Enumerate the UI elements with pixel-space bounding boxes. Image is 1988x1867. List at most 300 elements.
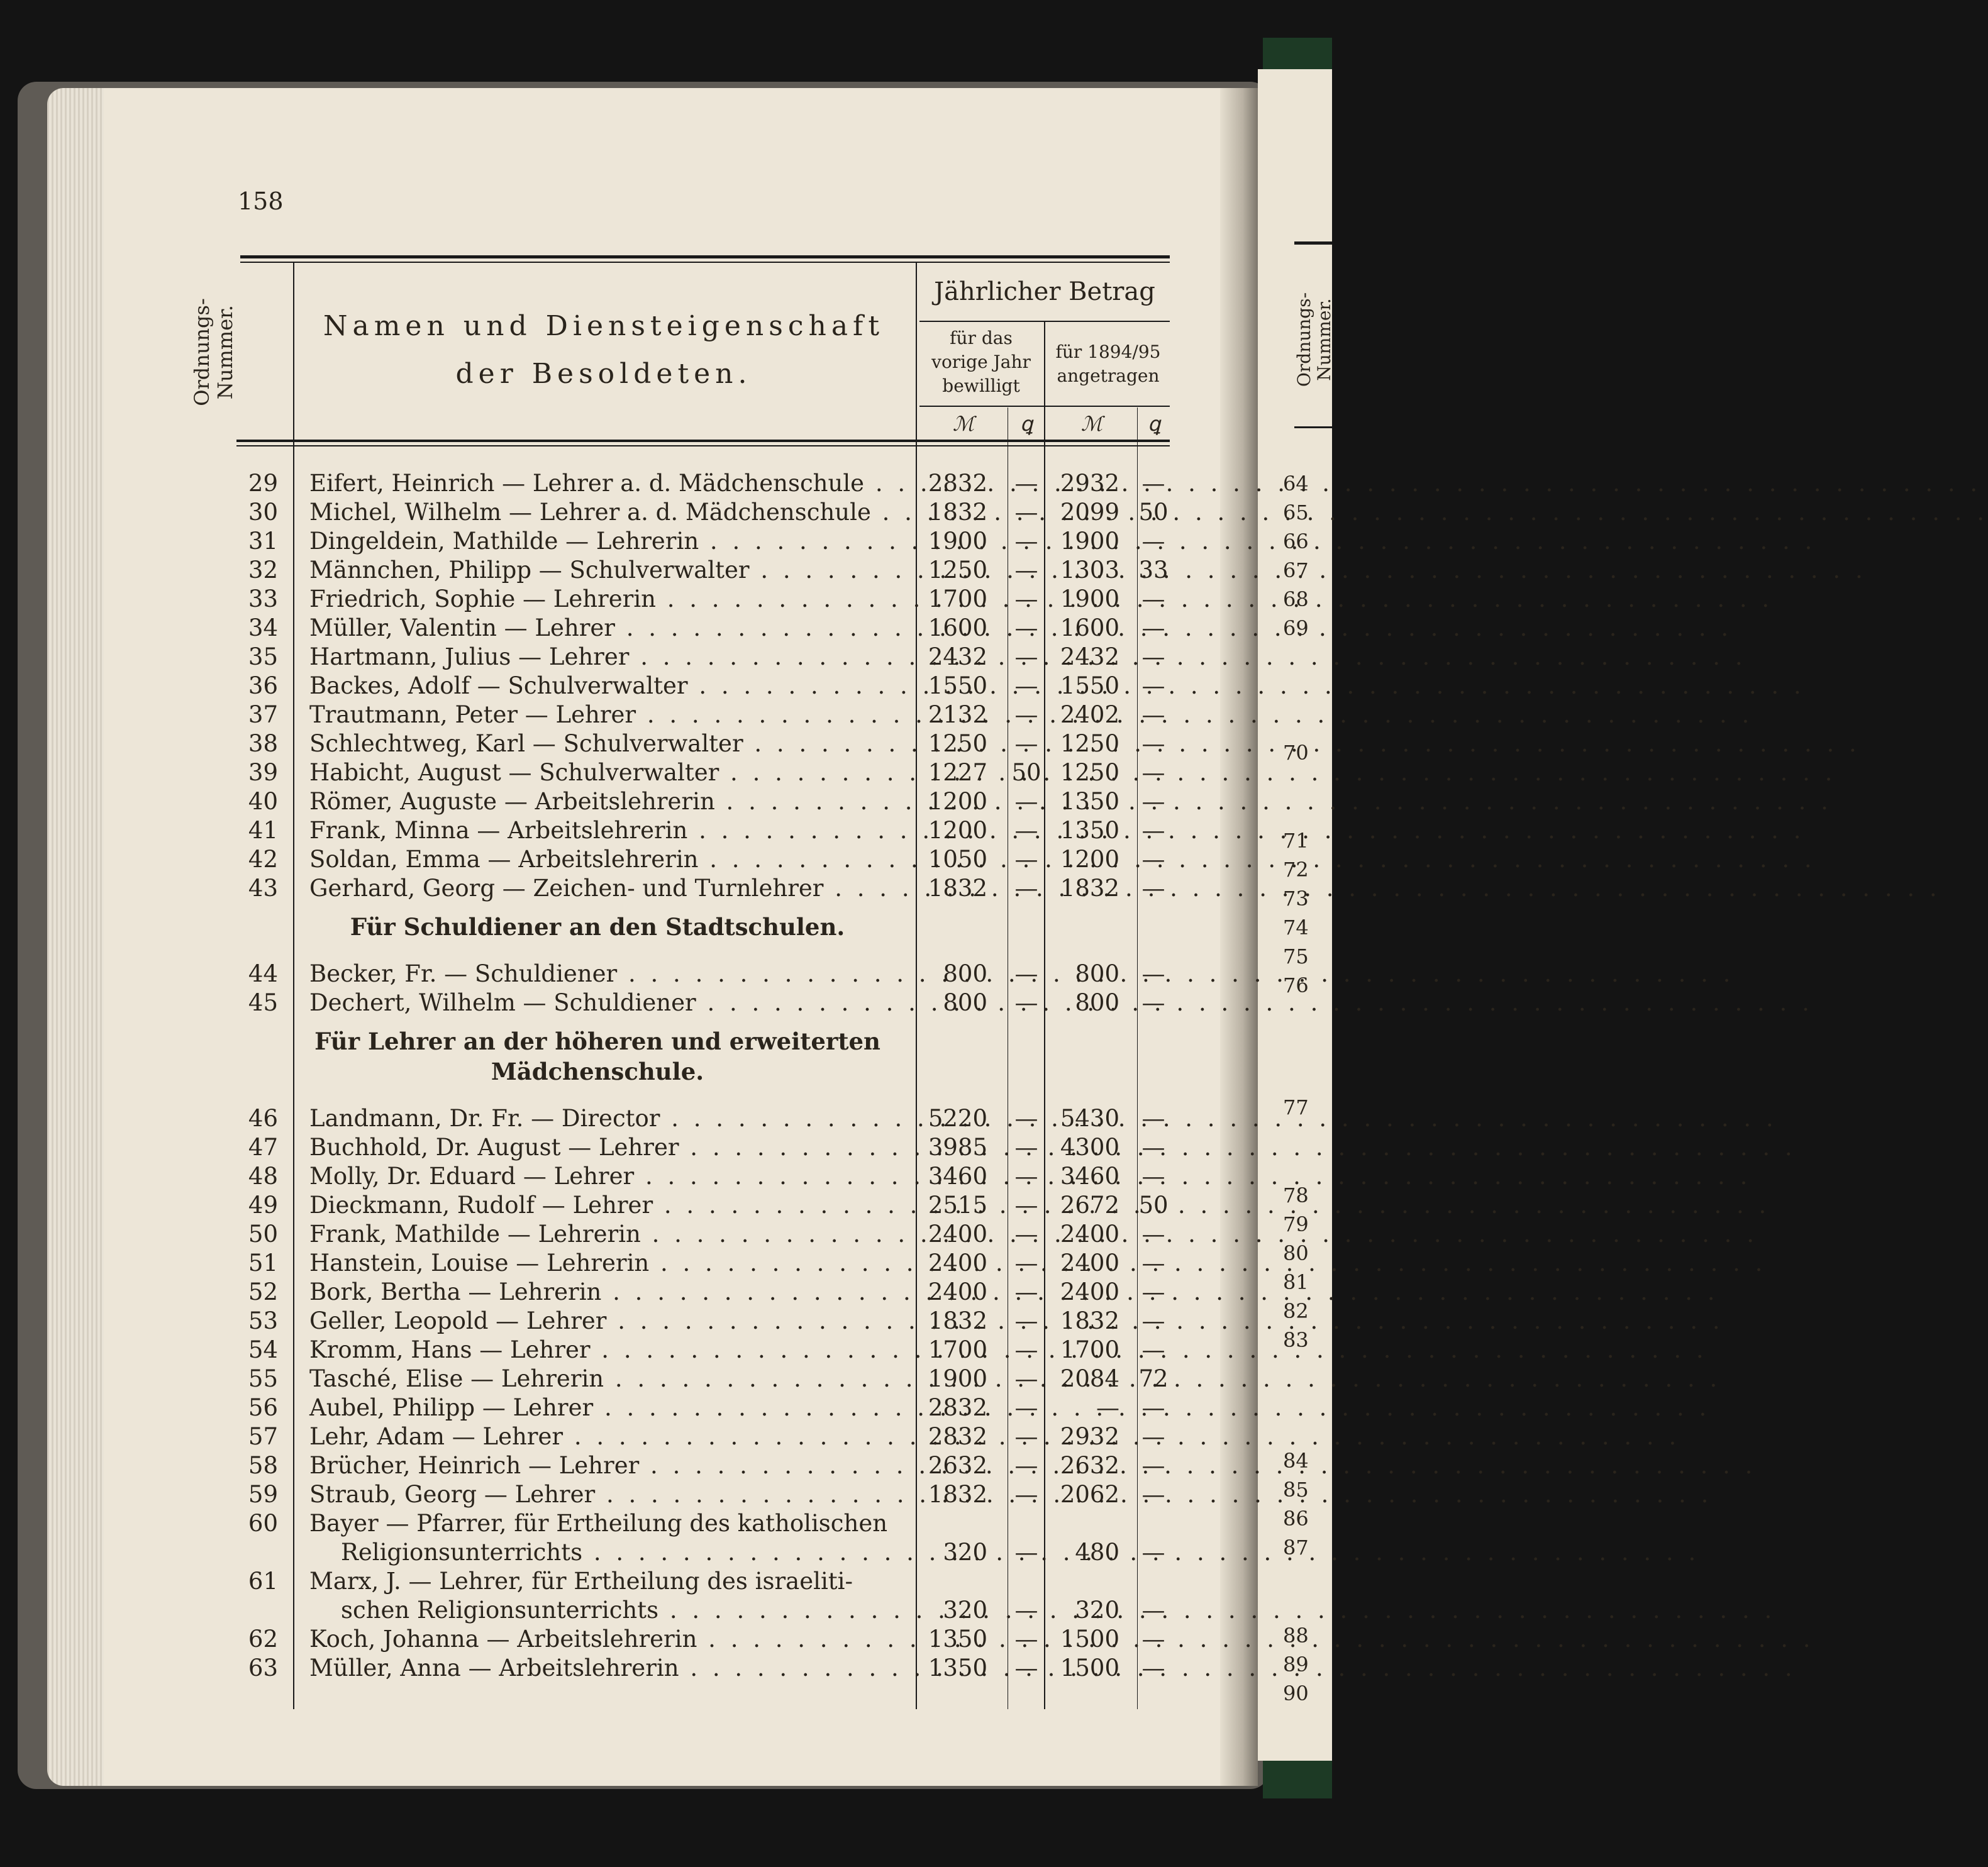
prev-mark-cell: 1250 [928, 730, 987, 757]
annual-amount-header: Jährlicher Betrag [934, 277, 1155, 306]
current-pfennig-cell: — [1141, 1134, 1165, 1161]
current-mark-cell: 1600 [1060, 614, 1119, 641]
current-year-line2: angetragen [1057, 365, 1160, 386]
prev-year-line2: vorige Jahr [931, 352, 1031, 372]
name-cell: Straub, Georg — Lehrer . . . [309, 1480, 901, 1509]
facing-order-number: 71 [1283, 829, 1309, 853]
prev-mark-cell: 1832 [928, 499, 987, 526]
prev-pfennig-cell: — [1014, 528, 1038, 555]
order-number: 40 [248, 788, 278, 815]
name-cell: Römer, Auguste — Arbeitslehrerin . . . [309, 787, 901, 816]
facing-order-number: 78 [1283, 1183, 1309, 1207]
current-mark-cell: 1832 [1060, 1307, 1119, 1334]
table-row [0, 1191, 1332, 1220]
prev-pfennig-cell: — [1014, 875, 1038, 902]
current-pfennig-cell: — [1141, 817, 1165, 844]
order-number: 61 [248, 1568, 278, 1595]
order-number: 57 [248, 1423, 278, 1450]
name-cell: Backes, Adolf — Schulverwalter . . . [309, 672, 901, 701]
table-row [0, 672, 1332, 701]
prev-mark-cell: 5220 [928, 1105, 987, 1132]
facing-order-number: 86 [1283, 1507, 1309, 1531]
current-pfennig-cell: — [1141, 1423, 1165, 1450]
name-cell: Koch, Johanna — Arbeitslehrerin . . . [309, 1625, 901, 1654]
prev-pfennig-cell: — [1014, 1654, 1038, 1681]
table-row [0, 1451, 1332, 1480]
current-pfennig-cell: 33 [1138, 557, 1169, 584]
prev-pfennig-cell: — [1014, 1105, 1038, 1132]
name-cell: Marx, J. — Lehrer, für Ertheilung des israeliti- [309, 1568, 853, 1595]
table-row [0, 758, 1332, 787]
current-mark-cell: 1250 [1060, 759, 1119, 786]
mark-unit-prev: ℳ [952, 412, 975, 436]
table-row [0, 614, 1332, 643]
current-mark-cell: 2400 [1060, 1278, 1119, 1305]
order-number: 51 [248, 1249, 278, 1277]
prev-mark-cell: 3460 [928, 1163, 987, 1190]
current-pfennig-cell: — [1141, 1163, 1165, 1190]
name-cell: Hartmann, Julius — Lehrer . . . [309, 643, 901, 672]
prev-mark-cell: 1350 [928, 1626, 987, 1653]
current-pfennig-cell: — [1141, 672, 1165, 699]
order-number: 63 [248, 1654, 278, 1681]
header-bottom-rule-thick [236, 440, 1170, 442]
prev-pfennig-cell: — [1014, 1278, 1038, 1305]
prev-mark-cell: 2832 [928, 1394, 987, 1421]
prev-mark-cell: 1550 [928, 672, 987, 699]
facing-header-rule [1294, 426, 1332, 428]
section-heading [296, 912, 899, 942]
table-row [0, 1480, 1332, 1509]
prev-pfennig-cell: — [1014, 470, 1038, 497]
table-row [0, 816, 1332, 845]
prev-mark-cell: 1900 [928, 528, 987, 555]
name-cell: Molly, Dr. Eduard — Lehrer . . . [309, 1162, 901, 1191]
table-row [0, 701, 1332, 729]
table-row [0, 1104, 1332, 1133]
order-number: 36 [248, 672, 278, 699]
name-cell: Friedrich, Sophie — Lehrerin . . . [309, 585, 901, 614]
name-cell: Dechert, Wilhelm — Schuldiener . . . [309, 989, 901, 1017]
current-pfennig-cell: — [1141, 759, 1165, 786]
facing-top-rule [1294, 241, 1332, 245]
order-number: 47 [248, 1134, 278, 1161]
prev-mark-cell: 320 [943, 1597, 987, 1624]
table-row [0, 1654, 1332, 1683]
order-number: 33 [248, 585, 278, 612]
current-pfennig-cell: — [1141, 960, 1165, 987]
name-cell: Bayer — Pfarrer, für Ertheilung des katholischen [309, 1510, 888, 1537]
name-cell: Dieckmann, Rudolf — Lehrer . . . [309, 1191, 901, 1220]
current-pfennig-cell: — [1141, 788, 1165, 815]
current-pfennig-cell: — [1141, 585, 1165, 612]
order-number: 32 [248, 557, 278, 584]
current-mark-cell: 320 [1075, 1597, 1119, 1624]
prev-pfennig-cell: — [1014, 1307, 1038, 1334]
table-row [0, 556, 1332, 585]
prev-mark-cell: 1700 [928, 585, 987, 612]
table-row [0, 585, 1332, 614]
table-row [0, 1509, 1332, 1538]
order-number: 58 [248, 1452, 278, 1479]
name-cell: Dingeldein, Mathilde — Lehrerin . . . [309, 527, 901, 556]
facing-order-number: 85 [1283, 1478, 1309, 1502]
current-year-line1: für 1894/95 [1055, 341, 1161, 362]
name-cell: Tasché, Elise — Lehrerin . . . [309, 1365, 901, 1393]
table-row [0, 787, 1332, 816]
prev-mark-cell: 1200 [928, 817, 987, 844]
name-cell: Geller, Leopold — Lehrer . . . [309, 1307, 901, 1336]
prev-mark-cell: 800 [943, 989, 987, 1016]
facing-order-number: 79 [1283, 1212, 1309, 1236]
prev-pfennig-cell: — [1014, 701, 1038, 728]
prev-mark-cell: 2632 [928, 1452, 987, 1479]
prev-mark-cell: 1832 [928, 1307, 987, 1334]
table-row [0, 874, 1332, 903]
order-number: 31 [248, 528, 278, 555]
current-mark-cell: 1350 [1060, 817, 1119, 844]
table-row [0, 469, 1332, 498]
prev-mark-cell: 1200 [928, 788, 987, 815]
table-row [0, 1133, 1332, 1162]
prev-mark-cell: 1832 [928, 1481, 987, 1508]
current-mark-cell: 1900 [1060, 585, 1119, 612]
top-rule-thin [240, 262, 1170, 263]
prev-mark-cell: 3985 [928, 1134, 987, 1161]
facing-order-number: 69 [1283, 616, 1309, 640]
facing-order-number: 90 [1283, 1681, 1309, 1705]
names-header-line2: der Besoldeten. [455, 358, 752, 390]
prev-pfennig-cell: — [1014, 1365, 1038, 1392]
current-mark-cell: 2632 [1060, 1452, 1119, 1479]
facing-order-number: 65 [1283, 501, 1309, 524]
order-number: 29 [248, 470, 278, 497]
facing-order-number: 74 [1283, 916, 1309, 939]
facing-order-number: 81 [1283, 1270, 1309, 1294]
current-mark-cell: 1832 [1060, 875, 1119, 902]
table-row [0, 1538, 1332, 1567]
prev-mark-cell: 2515 [928, 1192, 987, 1219]
prev-mark-cell: 1700 [928, 1336, 987, 1363]
order-number: 45 [248, 989, 278, 1016]
name-cell: Michel, Wilhelm — Lehrer a. d. Mädchenschule . . . [309, 498, 901, 527]
name-cell: Gerhard, Georg — Zeichen- und Turnlehrer . . . [309, 874, 901, 903]
prev-pfennig-cell: — [1014, 1336, 1038, 1363]
prev-mark-cell: 1250 [928, 557, 987, 584]
facing-order-number: 66 [1283, 529, 1309, 553]
prev-pfennig-cell: — [1014, 499, 1038, 526]
current-mark-cell: 2932 [1060, 470, 1119, 497]
prev-mark-cell: 2400 [928, 1249, 987, 1277]
current-mark-cell: 1500 [1060, 1654, 1119, 1681]
name-cell: Schlechtweg, Karl — Schulverwalter . . . [309, 729, 901, 758]
order-number: 42 [248, 846, 278, 873]
prev-mark-cell: 1832 [928, 875, 987, 902]
order-number: 43 [248, 875, 278, 902]
current-pfennig-cell: — [1141, 1654, 1165, 1681]
current-pfennig-cell: — [1141, 1249, 1165, 1277]
section-heading-line: Für Schuldiener an den Stadtschulen. [350, 913, 845, 941]
table-row [0, 1307, 1332, 1336]
current-pfennig-cell: — [1141, 1221, 1165, 1248]
current-mark-cell: 1700 [1060, 1336, 1119, 1363]
prev-pfennig-cell: — [1014, 960, 1038, 987]
current-mark-cell: 2932 [1060, 1423, 1119, 1450]
order-number: 48 [248, 1163, 278, 1190]
current-mark-cell: 2400 [1060, 1221, 1119, 1248]
current-mark-cell: 1900 [1060, 528, 1119, 555]
table-row [0, 1336, 1332, 1365]
prev-pfennig-cell: — [1014, 1163, 1038, 1190]
prev-mark-cell: 320 [943, 1539, 987, 1566]
current-pfennig-cell: 50 [1138, 1192, 1169, 1219]
prev-year-line1: für das [950, 328, 1013, 348]
prev-pfennig-cell: — [1014, 1134, 1038, 1161]
current-pfennig-cell: — [1141, 1307, 1165, 1334]
name-cell: Habicht, August — Schulverwalter . . . [309, 758, 901, 787]
name-cell: Brücher, Heinrich — Lehrer . . . [309, 1451, 901, 1480]
prev-pfennig-cell: — [1014, 1249, 1038, 1277]
current-pfennig-cell: — [1141, 1481, 1165, 1508]
facing-order-number: 77 [1283, 1095, 1309, 1119]
facing-order-number: 73 [1283, 887, 1309, 911]
prev-pfennig-cell: — [1014, 614, 1038, 641]
current-pfennig-cell: — [1141, 643, 1165, 670]
pfennig-unit-current: ꝗ [1147, 412, 1161, 436]
current-mark-cell: 2672 [1060, 1192, 1119, 1219]
table-row [0, 1220, 1332, 1249]
current-mark-cell: 3460 [1060, 1163, 1119, 1190]
current-mark-cell: 480 [1075, 1539, 1119, 1566]
prev-pfennig-cell: — [1014, 1192, 1038, 1219]
current-mark-cell: 2402 [1060, 701, 1119, 728]
current-mark-cell: 5430 [1060, 1105, 1119, 1132]
order-number: 41 [248, 817, 278, 844]
name-cell: schen Religionsunterrichts . . . [341, 1596, 932, 1625]
section-heading-line: Mädchenschule. [491, 1058, 704, 1085]
facing-order-number: 76 [1283, 973, 1309, 997]
prev-pfennig-cell: — [1014, 1539, 1038, 1566]
current-mark-cell: 1500 [1060, 1626, 1119, 1653]
order-number-header: Ordnungs- Nummer. [190, 298, 237, 406]
current-pfennig-cell: — [1141, 1452, 1165, 1479]
prev-pfennig-cell: — [1014, 817, 1038, 844]
name-cell: Kromm, Hans — Lehrer . . . [309, 1336, 901, 1365]
prev-mark-cell: 1050 [928, 846, 987, 873]
prev-pfennig-cell: — [1014, 989, 1038, 1016]
name-cell: Eifert, Heinrich — Lehrer a. d. Mädchenschule . . . [309, 469, 901, 498]
table-row [0, 1365, 1332, 1393]
order-number: 46 [248, 1105, 278, 1132]
table-row [0, 1567, 1332, 1596]
pfennig-unit-prev: ꝗ [1019, 412, 1033, 436]
table-row [0, 989, 1332, 1017]
prev-mark-cell: 1600 [928, 614, 987, 641]
order-number: 55 [248, 1365, 278, 1392]
current-pfennig-cell: — [1141, 701, 1165, 728]
section-heading-line: Für Lehrer an der höheren und erweiterten [314, 1028, 880, 1055]
order-number: 35 [248, 643, 278, 670]
prev-pfennig-cell: — [1014, 730, 1038, 757]
name-cell: Müller, Valentin — Lehrer . . . [309, 614, 901, 643]
table-row [0, 729, 1332, 758]
table-row [0, 1249, 1332, 1278]
prev-mark-cell: 2832 [928, 470, 987, 497]
current-pfennig-cell: 72 [1138, 1365, 1169, 1392]
current-mark-cell: 1200 [1060, 846, 1119, 873]
name-cell: Frank, Minna — Arbeitslehrerin . . . [309, 816, 901, 845]
order-number: 53 [248, 1307, 278, 1334]
current-mark-cell: 4300 [1060, 1134, 1119, 1161]
current-pfennig-cell: — [1141, 1394, 1165, 1421]
prev-pfennig-cell: — [1014, 1394, 1038, 1421]
current-mark-cell: 800 [1075, 989, 1119, 1016]
order-number: 30 [248, 499, 278, 526]
name-cell: Männchen, Philipp — Schulverwalter . . . [309, 556, 901, 585]
current-pfennig-cell: — [1141, 989, 1165, 1016]
table-row [0, 1422, 1332, 1451]
current-mark-cell: 2432 [1060, 643, 1119, 670]
current-pfennig-cell: — [1141, 614, 1165, 641]
facing-order-number: 75 [1283, 945, 1309, 968]
facing-order-number: 64 [1283, 472, 1309, 496]
current-pfennig-cell: 50 [1138, 499, 1169, 526]
name-cell: Bork, Bertha — Lehrerin . . . [309, 1278, 901, 1307]
name-cell: Trautmann, Peter — Lehrer . . . [309, 701, 901, 729]
facing-order-number: 89 [1283, 1653, 1309, 1676]
prev-pfennig-cell: 50 [1011, 759, 1041, 786]
facing-order-number: 87 [1283, 1536, 1309, 1560]
name-cell: Hanstein, Louise — Lehrerin . . . [309, 1249, 901, 1278]
current-mark-cell: 1250 [1060, 730, 1119, 757]
table-row [0, 1162, 1332, 1191]
facing-order-number: 72 [1283, 858, 1309, 882]
prev-mark-cell: 800 [943, 960, 987, 987]
facing-order-number: 80 [1283, 1241, 1309, 1265]
name-cell: Soldan, Emma — Arbeitslehrerin . . . [309, 845, 901, 874]
order-number: 60 [248, 1510, 278, 1537]
prev-pfennig-cell: — [1014, 672, 1038, 699]
table-row [0, 643, 1332, 672]
page-number: 158 [238, 187, 284, 215]
name-cell: Frank, Mathilde — Lehrerin . . . [309, 1220, 901, 1249]
table-row [0, 498, 1332, 527]
table-row [0, 527, 1332, 556]
prev-pfennig-cell: — [1014, 1597, 1038, 1624]
current-mark-cell: 800 [1075, 960, 1119, 987]
order-number: 52 [248, 1278, 278, 1305]
current-pfennig-cell: — [1141, 528, 1165, 555]
prev-mark-cell: 2132 [928, 701, 987, 728]
table-row [0, 1596, 1332, 1625]
current-mark-cell: — [1096, 1394, 1119, 1421]
name-cell: Religionsunterrichts . . . [341, 1538, 932, 1567]
order-number: 62 [248, 1626, 278, 1653]
current-pfennig-cell: — [1141, 1105, 1165, 1132]
table-row [0, 1625, 1332, 1654]
current-mark-cell: 1350 [1060, 788, 1119, 815]
table-row [0, 845, 1332, 874]
current-pfennig-cell: — [1141, 470, 1165, 497]
facing-order-header: Ordnungs- Nummer. [1293, 292, 1335, 387]
facing-order-number: 82 [1283, 1299, 1309, 1323]
current-pfennig-cell: — [1141, 846, 1165, 873]
prev-pfennig-cell: — [1014, 557, 1038, 584]
prev-pfennig-cell: — [1014, 1626, 1038, 1653]
facing-order-number: 68 [1283, 587, 1309, 611]
current-mark-cell: 2062 [1060, 1481, 1119, 1508]
top-rule-thick [240, 255, 1170, 258]
current-pfennig-cell: — [1141, 1597, 1165, 1624]
facing-order-number: 83 [1283, 1328, 1309, 1352]
order-number: 49 [248, 1192, 278, 1219]
prev-mark-cell: 2832 [928, 1423, 987, 1450]
prev-pfennig-cell: — [1014, 1452, 1038, 1479]
order-number: 37 [248, 701, 278, 728]
table-row [0, 1278, 1332, 1307]
prev-mark-cell: 2432 [928, 643, 987, 670]
prev-pfennig-cell: — [1014, 585, 1038, 612]
order-number: 38 [248, 730, 278, 757]
prev-mark-cell: 1227 [928, 759, 987, 786]
order-number: 59 [248, 1481, 278, 1508]
table-row [0, 1393, 1332, 1422]
name-cell: Buchhold, Dr. August — Lehrer . . . [309, 1133, 901, 1162]
mark-unit-current: ℳ [1080, 412, 1103, 436]
header-bottom-rule-thin [236, 445, 1170, 446]
prev-pfennig-cell: — [1014, 788, 1038, 815]
order-number: 34 [248, 614, 278, 641]
section-heading [296, 1026, 899, 1087]
facing-order-number: 88 [1283, 1624, 1309, 1648]
current-pfennig-cell: — [1141, 875, 1165, 902]
prev-mark-cell: 1350 [928, 1654, 987, 1681]
prev-mark-cell: 2400 [928, 1278, 987, 1305]
current-mark-cell: 2084 [1060, 1365, 1119, 1392]
prev-year-line3: bewilligt [942, 375, 1020, 396]
order-number: 56 [248, 1394, 278, 1421]
facing-order-number: 70 [1283, 741, 1309, 765]
current-pfennig-cell: — [1141, 1278, 1165, 1305]
current-mark-cell: 1550 [1060, 672, 1119, 699]
current-pfennig-cell: — [1141, 1539, 1165, 1566]
table-row [0, 960, 1332, 989]
prev-pfennig-cell: — [1014, 846, 1038, 873]
name-cell: Becker, Fr. — Schuldiener . . . [309, 960, 901, 989]
prev-pfennig-cell: — [1014, 643, 1038, 670]
prev-pfennig-cell: — [1014, 1221, 1038, 1248]
prev-mark-cell: 2400 [928, 1221, 987, 1248]
current-pfennig-cell: — [1141, 1336, 1165, 1363]
current-mark-cell: 1303 [1060, 557, 1119, 584]
names-header-line1: Namen und Diensteigenschaft [323, 310, 885, 342]
prev-mark-cell: 1900 [928, 1365, 987, 1392]
facing-order-number: 67 [1283, 558, 1309, 582]
order-number: 50 [248, 1221, 278, 1248]
order-number: 39 [248, 759, 278, 786]
current-mark-cell: 2400 [1060, 1249, 1119, 1277]
name-cell: Aubel, Philipp — Lehrer . . . [309, 1393, 901, 1422]
current-mark-cell: 2099 [1060, 499, 1119, 526]
name-cell: Landmann, Dr. Fr. — Director . . . [309, 1104, 901, 1133]
name-cell: Lehr, Adam — Lehrer . . . [309, 1422, 901, 1451]
current-pfennig-cell: — [1141, 730, 1165, 757]
current-pfennig-cell: — [1141, 1626, 1165, 1653]
order-number: 44 [248, 960, 278, 987]
name-cell: Müller, Anna — Arbeitslehrerin . . . [309, 1654, 901, 1683]
order-number: 54 [248, 1336, 278, 1363]
facing-order-number: 84 [1283, 1449, 1309, 1473]
